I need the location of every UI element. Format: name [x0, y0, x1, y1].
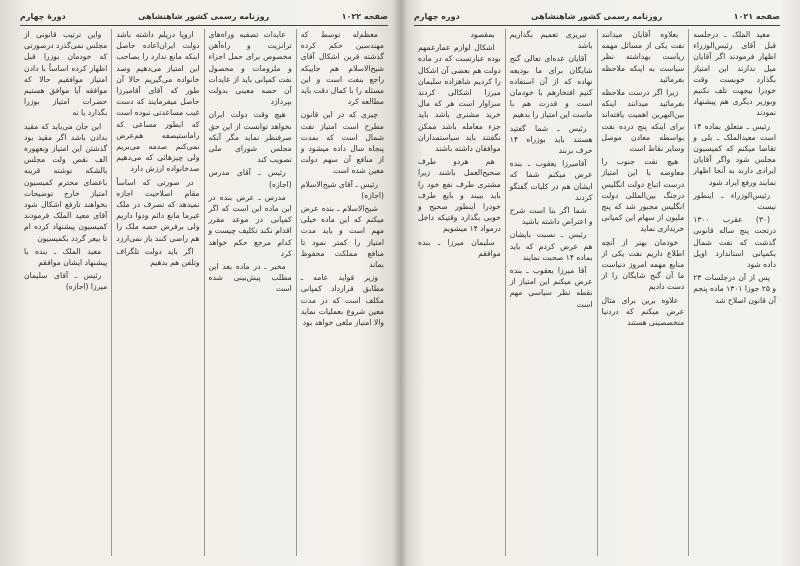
paragraph: شما اگر بنا است شرح و اعتراض داشته باشید	[509, 206, 593, 227]
paragraph: رئیس ـ متعلق بماده ۱۴ است معیدالملک ـ بلی و تقاضا میکنم که کمیسیون مجلس شود واگر آقایان ایرادی دارند به آنجا اظهار نمایند ورفع ایراد شود	[693, 121, 776, 187]
paragraph: وزیر فواید عامه ـ مطابق قرارداد کمپانی مکلف است که در مدت معین شروع بعملیات نماید والا امتیاز ملغی خواهد بود	[300, 273, 384, 328]
header-rule	[414, 25, 780, 26]
paragraph: واین ترتیب قانونی از مجلس نمی‌گذرد درصورتی که خودمان بوزرا قبل اظهار کرده اساساً با دادن امتیاز موافقیم حالا که موافقه آیا موافق هستیم حضرات امتیاز بوزرا بگذارد یا نه	[24, 30, 108, 118]
page-number: صفحه ۱۰۲۱	[733, 11, 780, 21]
paragraph: پس از آن درجلسات ۲۳ و ۲۵ جوزا ۱۳۰۱ ماده پنجم آن قانون اصلاح شد	[693, 273, 776, 305]
binding-shadow	[392, 0, 408, 566]
paragraph: تبریزی تعمیم بگذاریم باشد	[509, 30, 593, 51]
session-label: دورهٔ چهارم	[20, 11, 66, 21]
paragraph: چیزی که در این قانون مطرح است امتیاز نفت شمال است که بمدت پنجاه سال داده میشود و از منافع آن سهم دولت معین شده است	[300, 110, 384, 176]
paragraph: بعلاوه آقایان میدانند نفت یکی از مسائل مهمه ریاست بهداشته نظر سیاست به اینکه ملاحظه بفرمائید	[601, 30, 685, 84]
paragraph: این جان می‌باید که مقید بدادن باشد اگر مقید بود گذشتن این امتیاز وبعهوره الف نقص ولت مجلس بالشکه نوشته قرینه باعضای محترم کمیسیون امتیاز خارج توضیحات بخواهند تارفع اشکال شود آقای معید الملک فرمودند کمیسیون پیشنهاد کرده ام تا بیعر گردد بکمیسیون	[24, 121, 108, 243]
paragraph: آقامیرزا یعقوب ـ بنده عرض میکنم شما که ایشان هم در کلیات گفتگو کردند	[509, 159, 593, 202]
paragraph: هم هردو طرف صحیح‌العمل باشند زیرا مشتری طرف نفع خود را باید ببیند و بایع طرف خودرا اینطور صحیح و خوبی بگذارد وقتیکه داخل درمواد ۱۴ میشویم	[418, 157, 501, 234]
paragraph: هیچ نفت جنوب را معاوضه با این امتیاز درست اتباع دولت انگلیس درجنگ بین‌المللی دولت انگلیس مجبور شد که پنج ملیون از سهام این کمپانی خریداری نماید	[601, 157, 685, 234]
paragraph: علاوه برین برای مثال عرض میکنم که دردنیا متخصصینی هستند	[601, 295, 685, 328]
text-column	[204, 29, 296, 556]
paragraph: معید الملک ـ بنده با پیشنهاد ایشان موافقم	[24, 246, 108, 268]
paragraph: رئیس‌الوزراء ـ اینطور نیست	[693, 190, 776, 212]
paragraph: رئیس ـ آقای سلیمان میرزا (اجازه)	[24, 271, 108, 292]
paragraph: آقایان عده‌ای تعالی گنج شایگان برای ما بودیعه نهاده که از آن استفاده کنیم افتخارهم با خودمان است و قدرت هم با ماست این امتیاز را بدهیم	[509, 54, 593, 120]
text-columns	[414, 29, 780, 556]
paragraph: عایدات تصفیه وراه‌های ترانزیت و راه‌آهن مخصوص برای حمل اجزاء و ملزومات و محصول نفت کمپانی باید از عایدات آن حصه معینی بدولت بپردازد	[208, 30, 292, 107]
paragraph: مخبر ـ در ماده بعد این مطلب پیش‌بینی شده است	[208, 262, 292, 294]
paragraph: رئیس ـ آقای شیخ‌الاسلام (اجازه)	[300, 179, 384, 200]
paragraph: آقا میرزا یعقوب ـ بنده عرض میکنم این امتیاز از نقطه نظر سیاسی مهم است	[509, 266, 593, 309]
text-column	[20, 29, 111, 556]
page-header	[20, 8, 388, 24]
text-column	[414, 29, 505, 556]
paragraph: اگر باید دولت تلگراف وتلفن هم بدهیم	[116, 246, 200, 268]
paragraph: سلیمان میرزا ـ بنده موافقم	[418, 237, 501, 258]
paragraph: (۳۰) عقرب ۱۳۰۰ درتحت پنج ساله قانونی گذشت که نفت شمال بکمپانی استاندارد اویل داده شود	[693, 215, 776, 270]
text-column	[296, 29, 388, 556]
newspaper-title: روزنامه رسمی کشور شاهنشاهی	[138, 11, 270, 21]
paragraph: رئیس ـ آقای مدرس (اجازه)	[208, 168, 292, 189]
header-rule	[20, 25, 388, 26]
paragraph: شیخ‌الاسلام ـ بنده عرض میکنم که این ماده خیلی مهم است و باید مدت امتیاز را کمتر نمود تا منافع مملکت محفوظ بماند	[300, 204, 384, 270]
text-column	[505, 29, 597, 556]
paragraph: معظم‌له توسط که مهندسین حکم کرده گذشته قرین اشکال آقای شیخ‌الاسلام هم جاییکه راجع بنفت است و این مسئله را با کمال دقت باید مطالعه کرد	[300, 30, 384, 107]
page-header	[414, 8, 780, 24]
text-column	[111, 29, 203, 556]
paragraph: اشکال لوازم عمارعمهم بوده عبارتست که در ماده دولت هم بعضی آن اشکال را کردیم شاهزاده سلیمان میرزا اشکالی کردند سزاوار است هر که مال خرید مشتری باشد باید جزء معامله باشد ممکن نگفتند باید سیاستمداران موافقان داشته باشند	[418, 43, 501, 154]
text-column	[597, 29, 689, 556]
paragraph: مدرس ـ عرض بنده در این ماده این است که اگر کمپانی در موعد مقرر اقدام نکند تکلیف چیست و کدام مرجع حکم خواهد کرد	[208, 192, 292, 258]
page-number: صفحه ۱۰۲۲	[341, 11, 388, 21]
paragraph: رئیس ـ شما گفتید هستند باید بوزراه ۱۴ حرف بزنند	[509, 123, 593, 156]
paragraph: در صورتی که اساساً مقام اصلاحیت اجازه نمیدهد که تصرف در ملک غیرما مانع دائم ودوا داریم ولی برفرض حصه ملک را هم راضی کنند باز نمی‌ارزد	[116, 177, 200, 243]
paragraph: اروپا درپلم داشته باشد دولت ایران‌اعاده حاصل اینکه مانع ندارد را بصاحب این امتیاز می‌دهیم وصد خانواده می‌گیریم حالا آن طور که آقای آقامیرزا حاصل میفرمایند که دست غیب مساعدتی نبوده است که ابطور مساعی که را‌ماستیصفه هم‌عرض نمی‌کنم صدمه می‌بریم ولی چیزهائی که می‌دهیم صدخانواده ارزش دارد	[116, 30, 200, 174]
newspaper-title: روزنامه رسمی کشور شاهنشاهی	[531, 11, 663, 21]
paragraph: زیرا اگر درست ملاحظه بفرمائید میدانند اینکه بین‌النهرین اهمیت یافته‌اند برای اینکه پنج درده نفت بواسطه معادن موصل وسایر نقاط است	[601, 88, 685, 154]
paragraph: بمقصود	[470, 30, 495, 39]
text-columns	[20, 29, 388, 556]
paragraph: معید الملک ـ درجلسه قبل آقای رئیس‌الوزراء اظهار فرمودند اگر آقایان میل ندارند این امتیاز بگذارد خوبست وقت خودرا بیجهت تلف نکنیم وبوزیر دیگری هم پیشنهاد نمودند	[693, 30, 776, 118]
text-column	[688, 29, 780, 556]
session-label: دوره چهارم	[414, 11, 460, 21]
right-page	[400, 0, 800, 566]
paragraph: رئیس ـ نسبت بایشان هم عرض کردم که باید بماده ۱۴ صحبت نمایند	[509, 230, 593, 262]
paragraph: خودمان بهتر از آنچه اطلاع داریم نفت یکی از منابع مهمه امروز دنیاست ما آن گنج شایگان را از دست دادیم	[601, 237, 685, 292]
paragraph: هیچ وقت دولت ایران نخواهد توانست از این حق صرفنظر نماید مگر آنکه مجلس شورای ملی تصویب کند	[208, 110, 292, 165]
